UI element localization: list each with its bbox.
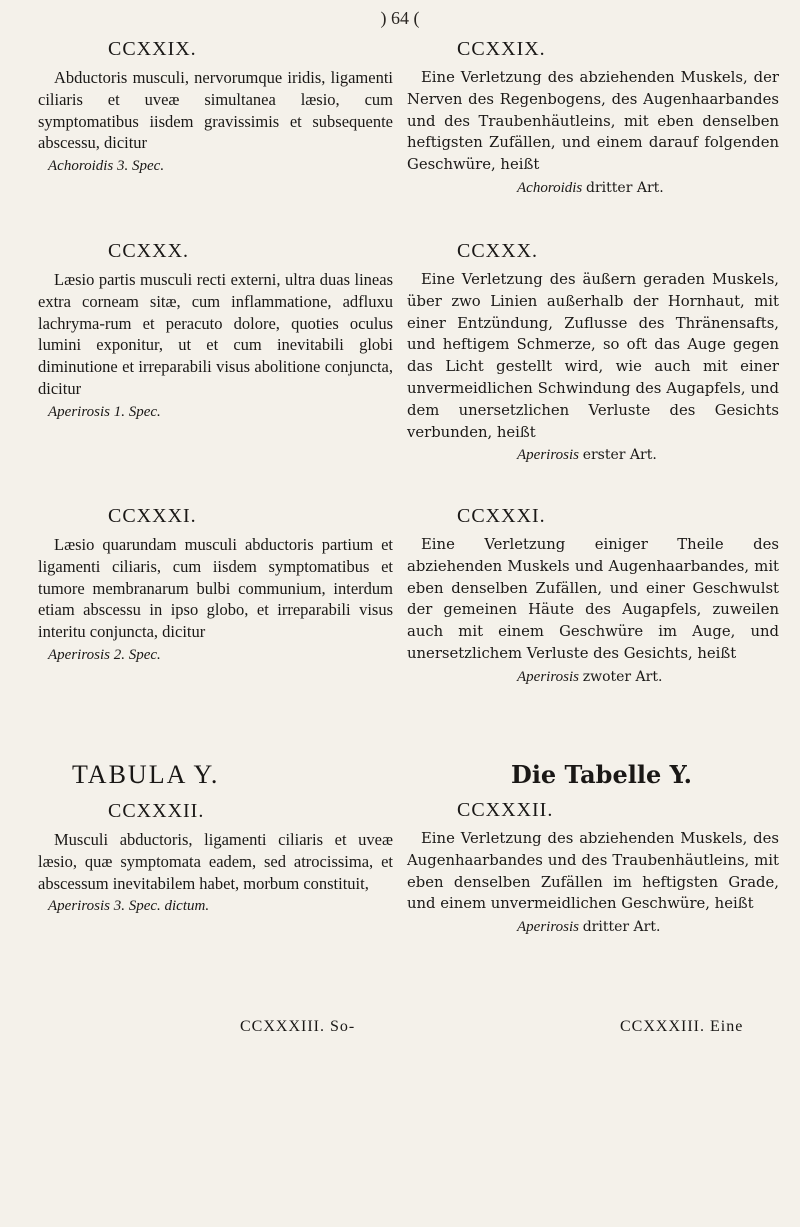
entry-signature: [407, 180, 779, 197]
entry-heading: CCXXIX.: [457, 38, 546, 60]
entry-signature: Achoroidis 3. Spec.: [48, 158, 165, 175]
latin-entry-230: [38, 240, 393, 421]
german-entry-232: [407, 760, 779, 936]
entry-text: Eine Verletzung des abziehenden Muskels, der Nerven des Regenbogens, des Augenhaarbandes und des Traubenhäutleins, mit eben denselben heftigsten Zufällen, und einem darauf folgenden Geschwüre, heißt: [407, 69, 779, 174]
entry-signature: Aperirosis 2. Spec.: [48, 646, 161, 663]
entry-text: Eine Verletzung des äußern geraden Muskels, über zwo Linien außerhalb der Hornhaut, mit einer Entzündung, Zuflusse des Thränensafts, und heftigem Schmerze, so oft das Auge gegen das Licht gestellt wird, wie auch mit einer unvermeidlichen Schwindung des Augapfels, und dem unersetzlichen Verluste des Gesichts verbunden, heißt: [407, 271, 779, 441]
entry-signature: Aperirosis 3. Spec. dictum.: [48, 898, 210, 915]
entry-heading: CCXXXI.: [457, 505, 546, 527]
page-number: ) 64 (: [380, 8, 420, 28]
entry-heading: CCXXXII.: [457, 799, 554, 821]
entry-heading: CCXXXI.: [108, 505, 197, 527]
signature-german: erster Art.: [582, 447, 657, 464]
latin-entry-232: [38, 760, 393, 915]
entry-signature: Aperirosis 1. Spec.: [48, 403, 161, 420]
entry-heading: CCXXX.: [457, 240, 539, 262]
entry-heading: CCXXX.: [108, 240, 190, 262]
signature-latin: Aperirosis: [517, 668, 579, 685]
entry-text: Eine Verletzung einiger Theile des abziehenden Muskels und Augenhaarbandes, mit eben denselben Zufällen, und einer Geschwulst der gemeinen Häute des Augapfels, zuweilen auch mit einem Geschwüre im Auge, und unersetzlichem Verluste des Gesichts, heißt: [407, 536, 779, 662]
latin-catchword: CCXXXIII. So-: [240, 1018, 356, 1035]
latin-entry-229: [38, 38, 393, 175]
signature-latin: Aperirosis: [517, 447, 579, 464]
latin-entry-231: [38, 505, 393, 664]
signature-latin: Achoroidis: [517, 179, 583, 196]
entry-heading: CCXXXII.: [108, 800, 205, 822]
german-entry-229: [407, 38, 779, 197]
entry-signature: [407, 669, 779, 686]
table-title: TABULA Y.: [72, 760, 220, 789]
german-entry-231: [407, 505, 779, 686]
entry-text: Læsio partis musculi recti externi, ultra duas lineas extra corneam sitæ, cum inflammatione, adfluxu lachryma-rum et peracuto dolore, quoties oculus lumini exponitur, ut et cum inevitabili globi diminutione et irreparabili visus abolitione conjuncta, dicitur: [38, 270, 393, 398]
entry-heading: CCXXIX.: [108, 38, 197, 60]
signature-latin: Aperirosis: [517, 919, 579, 936]
german-catchword: CCXXXIII. Eine: [620, 1018, 744, 1035]
entry-text: Abductoris musculi, nervorumque iridis, ligamenti ciliaris et uveæ simultanea læsio, cum symptomatibus iisdem gravissimis et subsequente abscessu, dicitur: [38, 68, 393, 153]
entry-text: Læsio quarundam musculi abductoris partium et ligamenti ciliaris, cum iisdem symptomatibus et tumore membranarum bulbi communium, interdum etiam abscessu in ipso globo, et irreparabili visus interitu conjuncta, dicitur: [38, 535, 393, 642]
entry-signature: [407, 447, 779, 464]
table-title: Die Tabelle Y.: [511, 760, 692, 789]
german-entry-230: [407, 240, 779, 464]
entry-text: Eine Verletzung des abziehenden Muskels, des Augenhaarbandes und des Traubenhäutleins, mit eben denselben Zufällen im heftigsten Grade, und einem unvermeidlichen Geschwüre, heißt: [407, 830, 779, 913]
signature-german: dritter Art.: [582, 919, 661, 936]
entry-text: Musculi abductoris, ligamenti ciliaris et uveæ læsio, quæ symptomata eadem, sed atrocissima, et abscessum inevitabilem habet, morbum constituit,: [38, 830, 393, 893]
signature-german: dritter Art.: [586, 179, 664, 196]
entry-signature: [407, 919, 779, 936]
signature-german: zwoter Art.: [582, 668, 663, 685]
